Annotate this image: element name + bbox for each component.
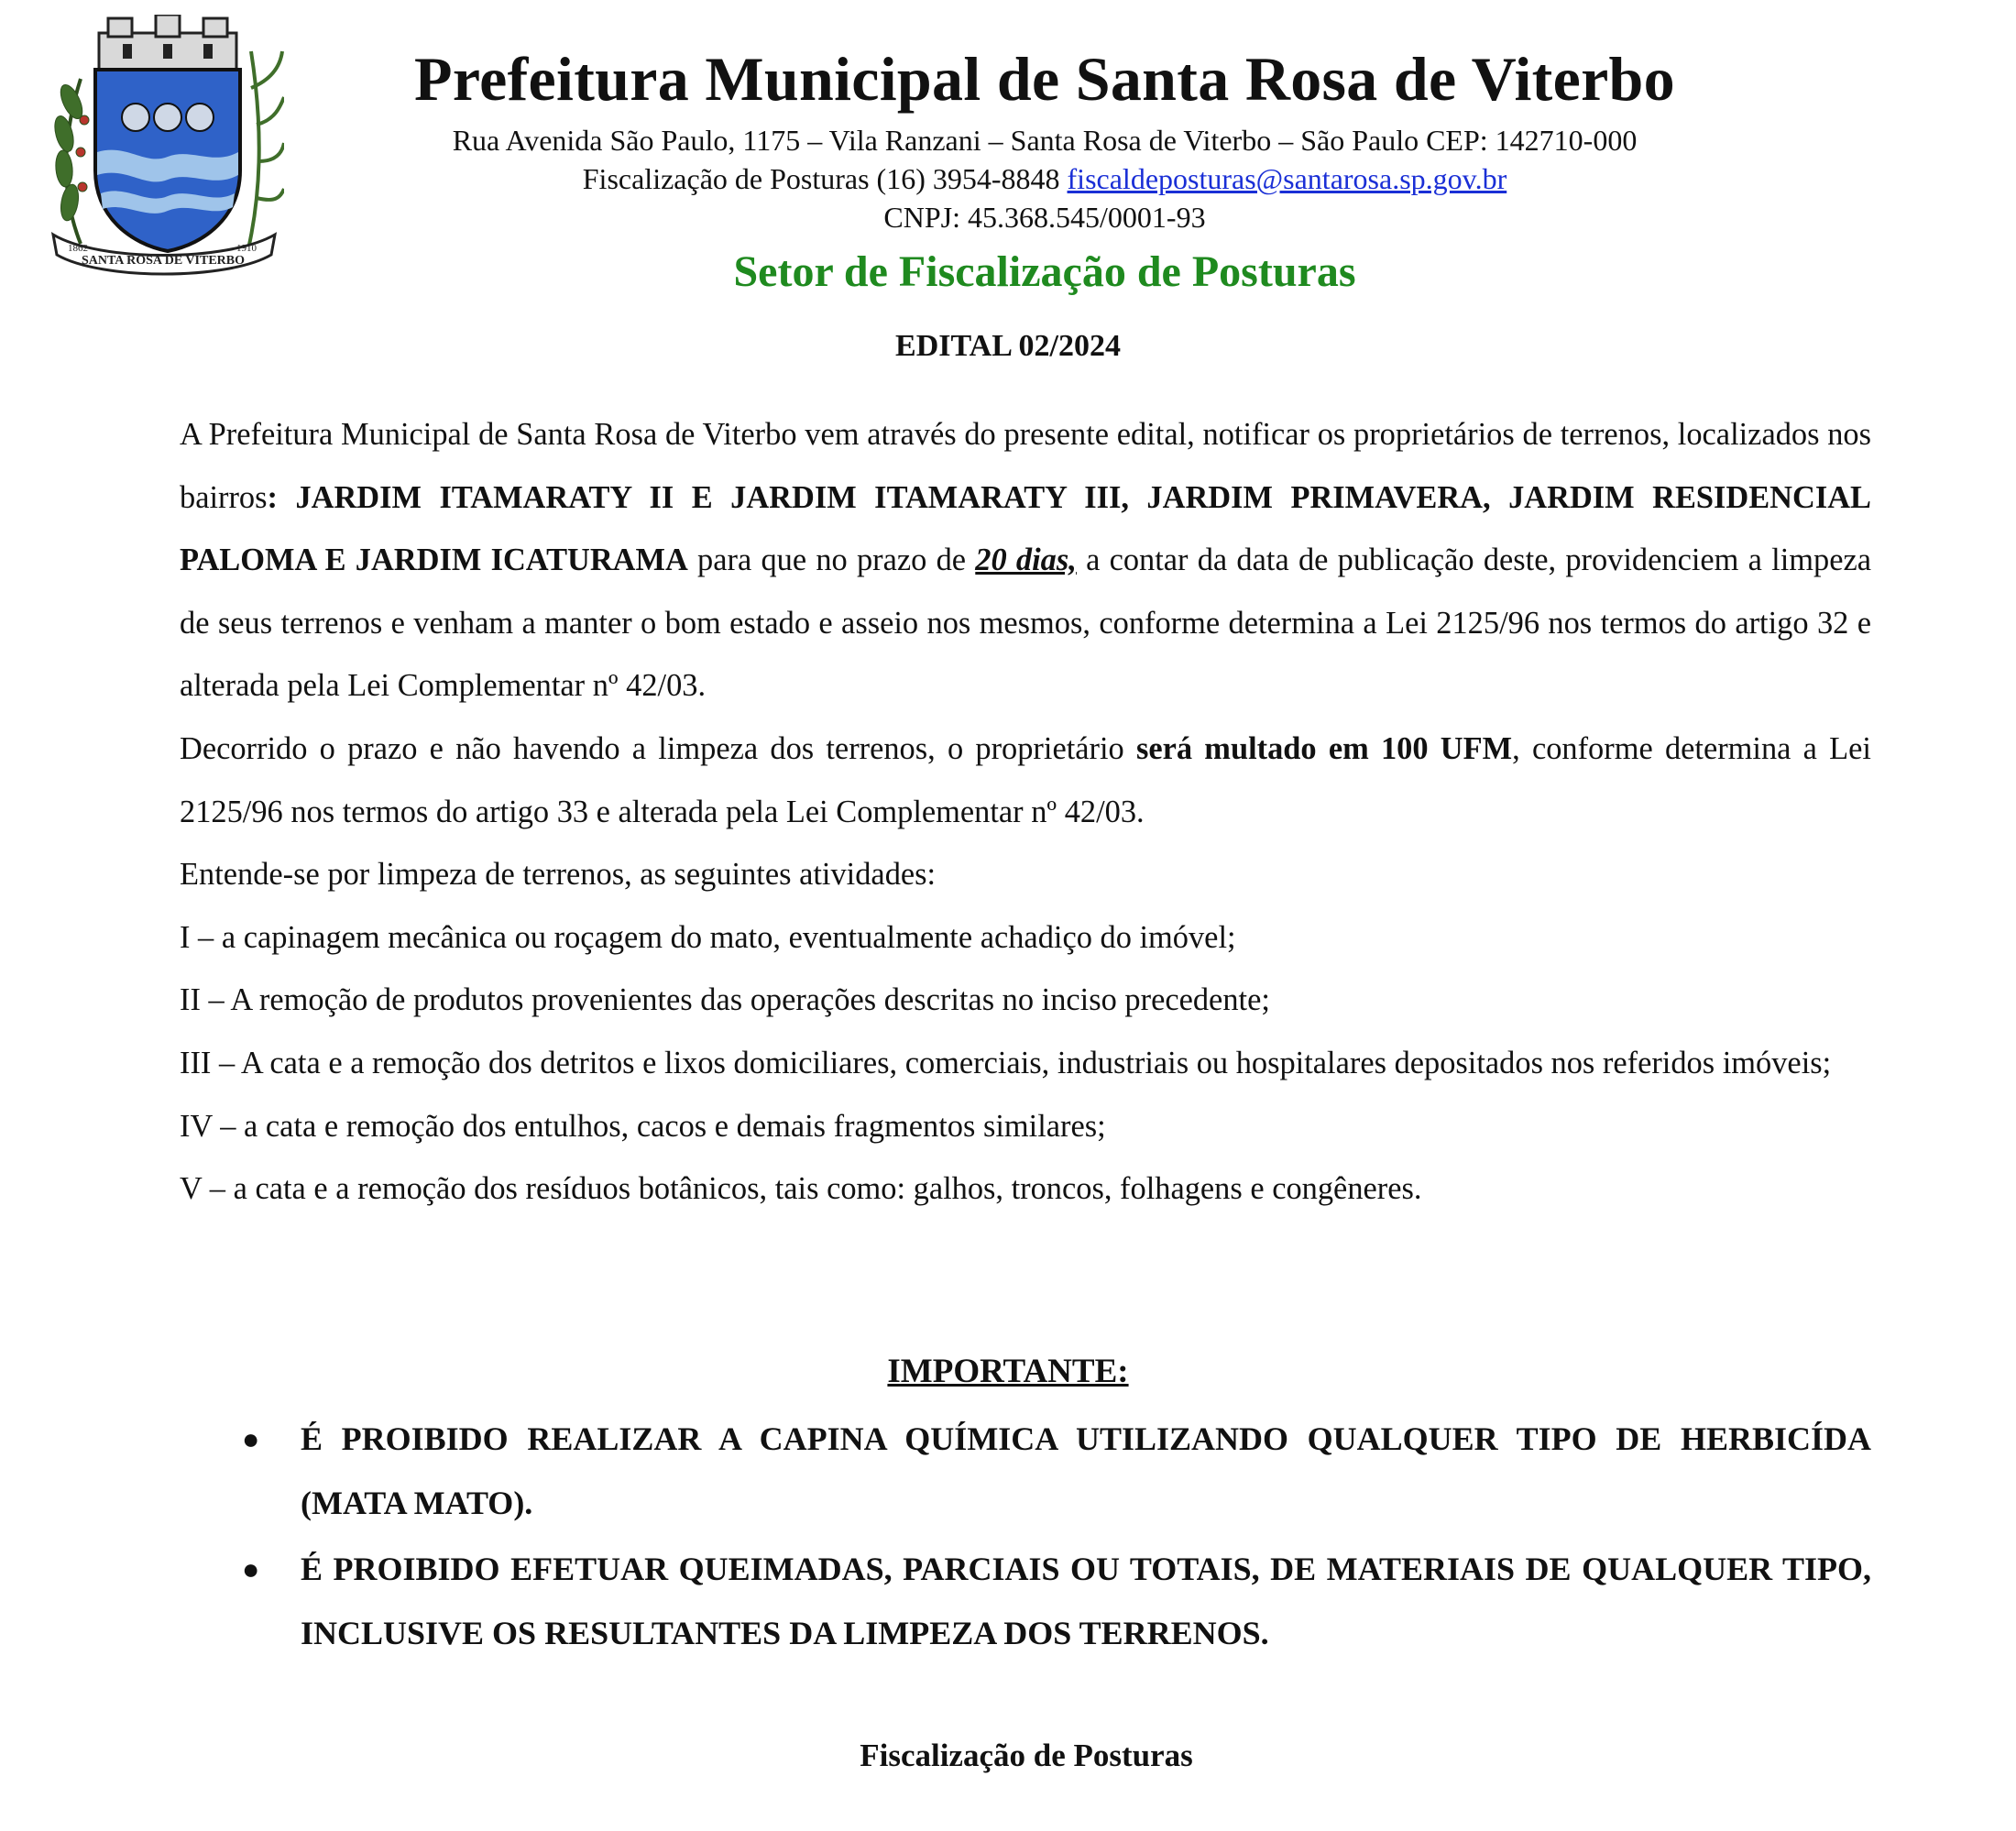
mural-crown-icon	[99, 15, 236, 70]
important-heading: IMPORTANTE:	[887, 1353, 1129, 1390]
edital-title: EDITAL 02/2024	[895, 329, 1121, 363]
p2-rest: , conforme determina a Lei 2125/96 nos termos do artigo 33 e alterada pela Lei Complementar nº 42/03.	[180, 730, 1871, 829]
p1-deadline-text: para que no prazo de	[687, 543, 976, 578]
bullet-icon: ●	[242, 1552, 260, 1585]
list-item: IV – a cata e remoção dos entulhos, cacos e demais fragmentos similares;	[180, 1108, 1106, 1144]
sector-title: Setor de Fiscalização de Posturas	[733, 247, 1356, 296]
email-link[interactable]: fiscaldeposturas@santarosa.sp.gov.br	[1067, 162, 1507, 195]
important-text: É PROIBIDO EFETUAR QUEIMADAS, PARCIAIS OU TOTAIS, DE MATERIAIS DE QUALQUER TIPO, INCLUSIVE OS RESULTANTES DA LIMPEZA DOS TERRENOS.	[301, 1551, 1871, 1651]
cnpj-line: CNPJ: 45.368.545/0001-93	[883, 201, 1206, 234]
edital-body	[180, 403, 1871, 1221]
p2-intro: Decorrido o prazo e não havendo a limpeza dos terrenos, o proprietário	[180, 730, 1136, 766]
p1-rest: a contar da data de publicação deste, providenciem a limpeza de seus terrenos e venham a manter o bom estado e asseio nos mesmos, conforme determina a Lei 2125/96 nos termos do artigo 32 e alterada pela Lei Complementar nº 42/03.	[180, 543, 1871, 704]
list-item: III – A cata e a remoção dos detritos e lixos domiciliares, comerciais, industriais ou hospitalares depositados nos referidos imóveis;	[180, 1045, 1832, 1080]
crest-year-right: 1910	[236, 243, 257, 254]
bullet-icon: ●	[242, 1422, 260, 1455]
important-item	[229, 1538, 1871, 1665]
paragraph-definition: Entende-se por limpeza de terrenos, as seguintes atividades:	[180, 857, 937, 893]
list-item: V – a cata e a remoção dos resíduos botânicos, tais como: galhos, troncos, folhagens e congêneres.	[180, 1171, 1422, 1207]
left-branch-icon	[51, 79, 89, 244]
important-list	[229, 1408, 1871, 1668]
letterhead	[275, 37, 1814, 304]
municipal-crest-icon	[44, 15, 284, 280]
list-item: II – A remoção de produtos provenientes das operações descritas no inciso precedente;	[180, 982, 1270, 1018]
p1-deadline: 20 dias,	[975, 543, 1077, 578]
address-line: Rua Avenida São Paulo, 1175 – Vila Ranzani – Santa Rosa de Viterbo – São Paulo CEP: 142710-000	[452, 124, 1638, 157]
list-item: I – a capinagem mecânica ou roçagem do mato, eventualmente achadiço do imóvel;	[180, 919, 1236, 955]
p1-intro: A Prefeitura Municipal de Santa Rosa de Viterbo vem através do presente edital, notificar os proprietários de terrenos, localizados nos bairros	[180, 417, 1871, 515]
crest-motto: SANTA ROSA DE VITERBO	[81, 254, 246, 268]
important-text: É PROIBIDO REALIZAR A CAPINA QUÍMICA UTILIZANDO QUALQUER TIPO DE HERBICÍDA (MATA MATO).	[301, 1420, 1871, 1521]
contact-line	[275, 159, 1814, 198]
p1-neighborhoods: : JARDIM ITAMARATY II E JARDIM ITAMARATY III, JARDIM PRIMAVERA, JARDIM RESIDENCIAL PALOMA E JARDIM ICATURAMA	[180, 479, 1871, 578]
p2-fine: será multado em 100 UFM	[1135, 730, 1513, 766]
important-item	[229, 1408, 1871, 1535]
crest-year-left: 1862	[68, 243, 88, 254]
signature: Fiscalização de Posturas	[860, 1738, 1193, 1773]
paragraph-notification	[180, 403, 1871, 718]
phone-label: Fiscalização de Posturas (16) 3954-8848	[582, 162, 1060, 195]
page-title: Prefeitura Municipal de Santa Rosa de Viterbo	[414, 44, 1675, 114]
paragraph-penalty	[180, 718, 1871, 843]
shield-icon	[95, 70, 240, 251]
